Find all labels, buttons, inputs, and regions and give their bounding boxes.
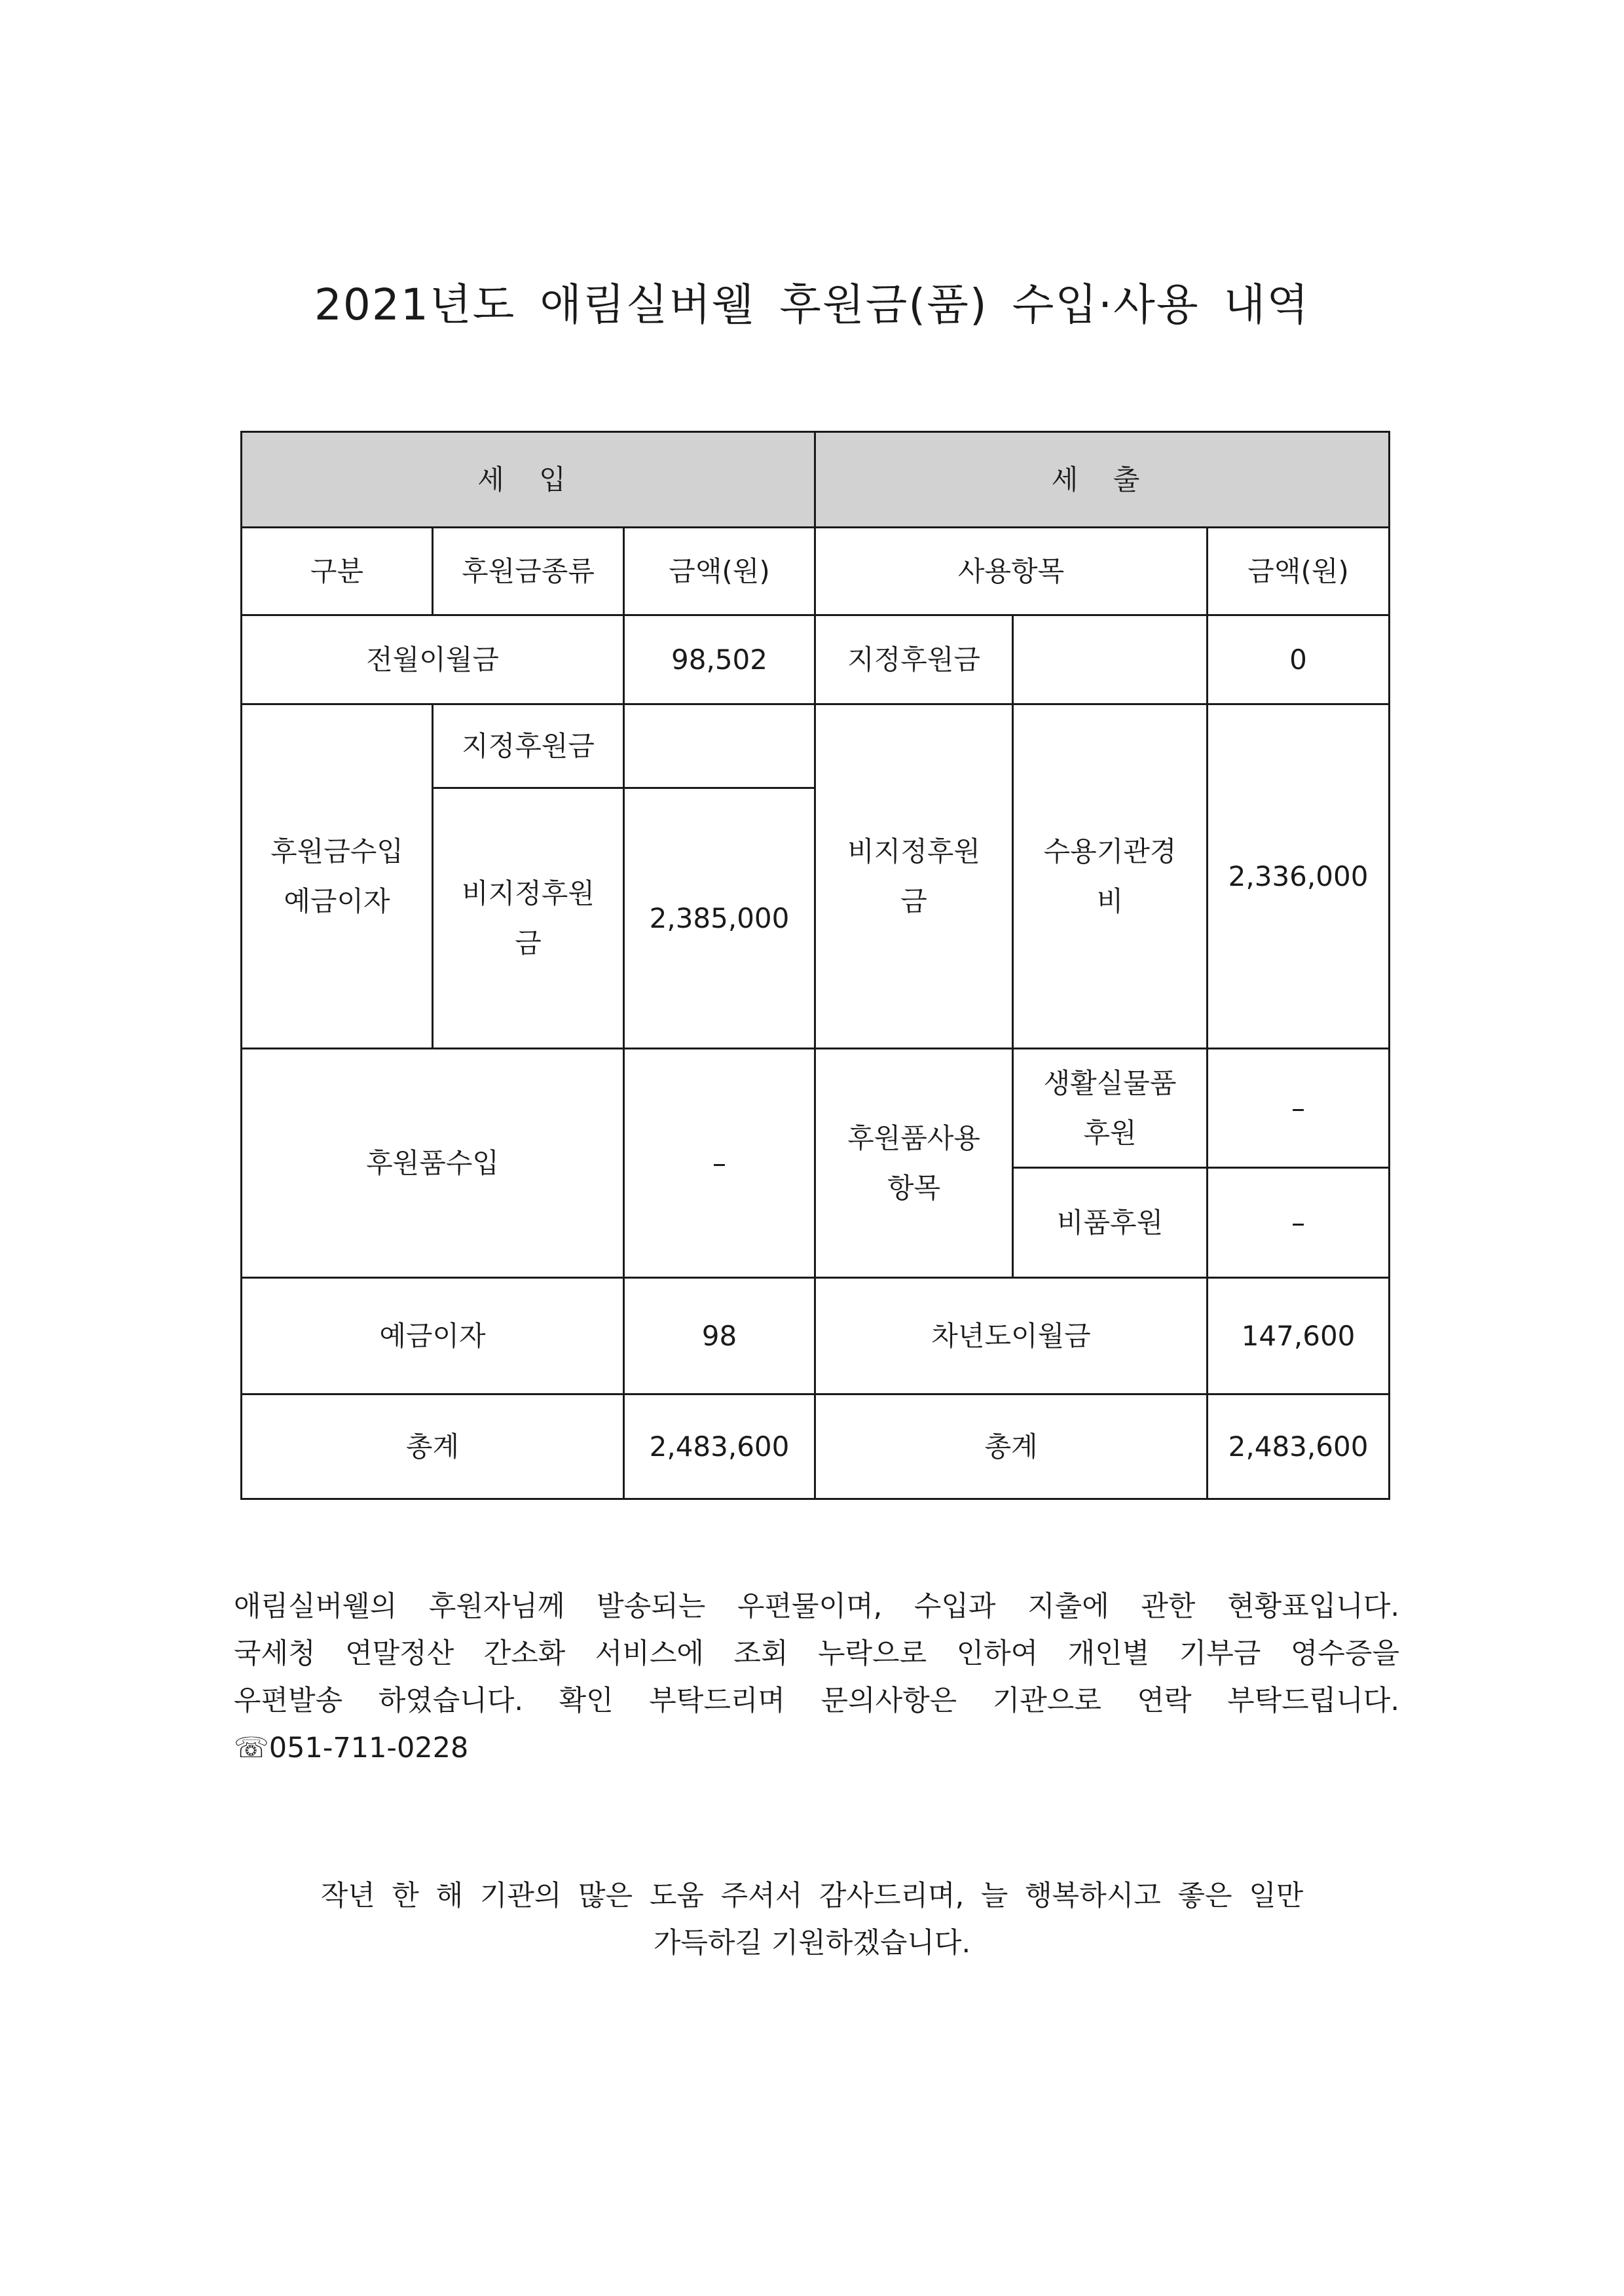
goods-income-amount: – [624,1049,815,1278]
notice-line-2: 국세청 연말정산 간소화 서비스에 조회 누락으로 인하여 개인별 기부금 영수증을 [234,1637,1399,1670]
non-goods-label: 비품후원 [1013,1168,1208,1278]
closing-message [0,1872,1624,1967]
notice-line-3: 우편발송 하였습니다. 확인 부탁드리며 문의사항은 기관으로 연락 부탁드립니다. [234,1685,1399,1717]
column-expense-amount: 금액(원) [1208,528,1390,615]
contact-phone: ☏051-711-0228 [234,1732,469,1764]
designated-income-amount [624,704,815,788]
donation-income-category: 후원금수입 예금이자 [242,704,433,1049]
closing-line-1: 작년 한 해 기관의 많은 도움 주셔서 감사드리며, 늘 행복하시고 좋은 일만 [320,1880,1304,1912]
income-total-label: 총계 [242,1394,624,1499]
column-category: 구분 [242,528,433,615]
income-header: 세 입 [242,432,815,528]
non-designated-expense-detail: 수용기관경 비 [1013,704,1208,1049]
non-designated-income-amount: 2,385,000 [624,788,815,1049]
goods-income-label: 후원품수입 [242,1049,624,1278]
living-goods-amount: – [1208,1049,1390,1168]
non-goods-amount: – [1208,1168,1390,1278]
column-usage-item: 사용항목 [815,528,1208,615]
non-designated-expense-amount: 2,336,000 [1208,704,1390,1049]
interest-label: 예금이자 [242,1278,624,1394]
income-total-amount: 2,483,600 [624,1394,815,1499]
living-goods-label: 생활실물품 후원 [1013,1049,1208,1168]
closing-line-2: 가득하길 기원하겠습니다. [653,1927,971,1959]
notice-line-1: 애림실버웰의 후원자님께 발송되는 우편물이며, 수입과 지출에 관한 현황표입니다. [234,1590,1399,1623]
non-designated-income-label: 비지정후원 금 [433,788,624,1049]
designated-income-label: 지정후원금 [433,704,624,788]
document-title: 2021년도 애림실버웰 후원금(품) 수입·사용 내역 [314,280,1310,330]
interest-amount: 98 [624,1278,815,1394]
non-designated-expense-label: 비지정후원 금 [815,704,1013,1049]
next-year-carryover-label: 차년도이월금 [815,1278,1208,1394]
carryover-label: 전월이월금 [242,615,624,704]
column-income-amount: 금액(원) [624,528,815,615]
expense-header: 세 출 [815,432,1390,528]
expense-total-label: 총계 [815,1394,1208,1499]
designated-expense-label: 지정후원금 [815,615,1013,704]
income-expense-table [240,431,1390,1500]
notice-paragraph [234,1583,1399,1772]
next-year-carryover-amount: 147,600 [1208,1278,1390,1394]
carryover-amount: 98,502 [624,615,815,704]
expense-total-amount: 2,483,600 [1208,1394,1390,1499]
designated-expense-detail [1013,615,1208,704]
goods-expense-label: 후원품사용 항목 [815,1049,1013,1278]
column-donation-type: 후원금종류 [433,528,624,615]
designated-expense-amount: 0 [1208,615,1390,704]
